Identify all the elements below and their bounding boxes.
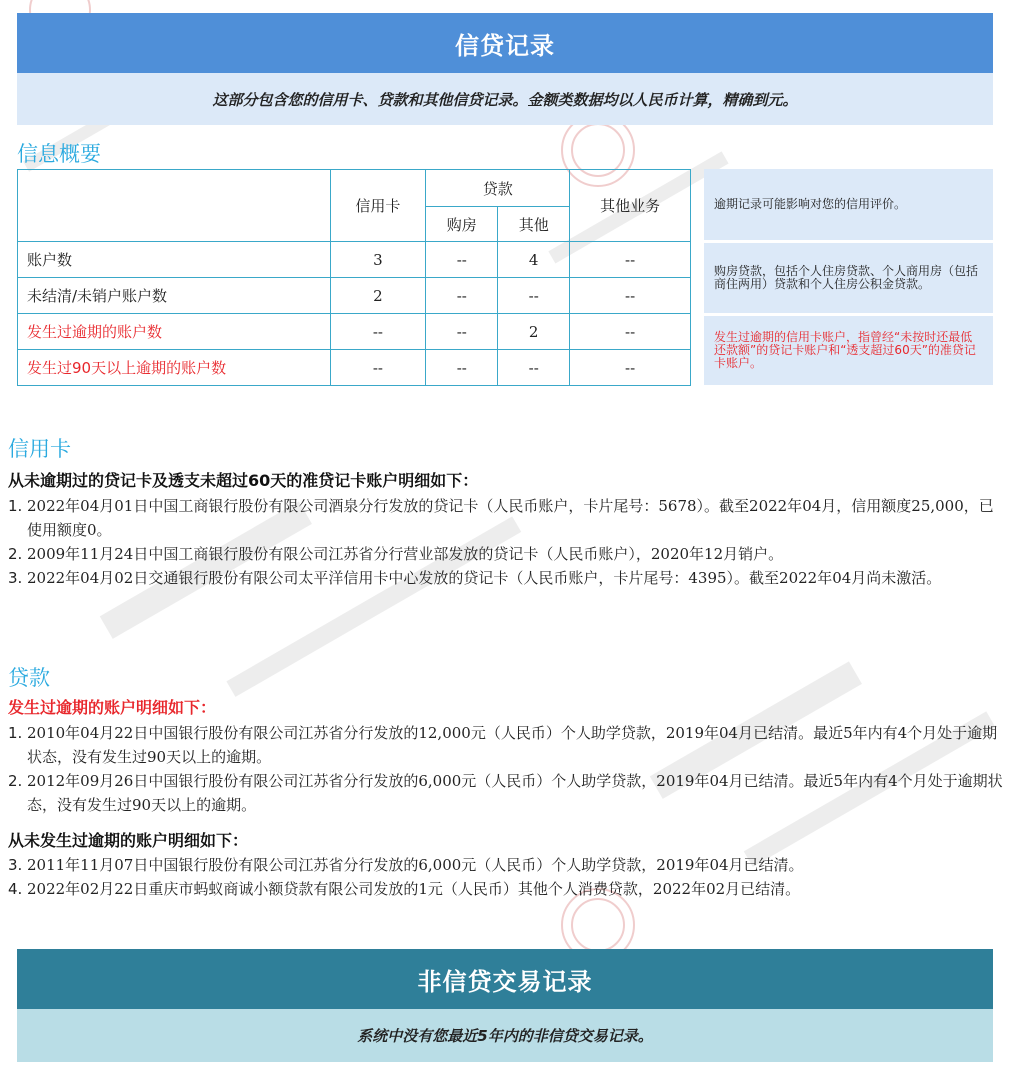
credit-records-subtitle: 这部分包含您的信用卡、贷款和其他信贷记录。金额类数据均以人民币计算，精确到元。 bbox=[212, 90, 798, 109]
item-number: 2. bbox=[8, 545, 23, 563]
loan-overdue-heading: 发生过逾期的账户明细如下： bbox=[8, 698, 217, 717]
item-text: 2022年04月02日交通银行股份有限公司太平洋信用卡中心发放的贷记卡（人民币账户，卡片尾号：4395）。截至2022年04月尚未激活。 bbox=[27, 569, 942, 587]
note-overdue-card: 发生过逾期的信用卡账户，指曾经“未按时还最低还款额”的贷记卡账户和“透支超过60天”的准贷记卡账户。 bbox=[704, 316, 993, 385]
cell-other-business: -- bbox=[570, 350, 691, 386]
loan-clean-heading: 从未发生过逾期的账户明细如下： bbox=[8, 831, 249, 850]
cell-other: 2 bbox=[498, 314, 570, 350]
list-item bbox=[8, 494, 1003, 542]
item-number: 4. bbox=[8, 880, 23, 898]
non-credit-title: 非信贷交易记录 bbox=[417, 967, 593, 996]
loan-overdue-list bbox=[8, 721, 1003, 817]
item-text: 2011年11月07日中国银行股份有限公司江苏省分行发放的6,000元（人民币）个人助学贷款，2019年04月已结清。 bbox=[27, 856, 804, 874]
credit-card-title: 信用卡 bbox=[8, 437, 71, 461]
credit-records-title: 信贷记录 bbox=[455, 31, 555, 60]
cell-other-business: -- bbox=[570, 314, 691, 350]
cell-other: -- bbox=[498, 278, 570, 314]
overview-title: 信息概要 bbox=[17, 142, 101, 166]
note-overdue-impact: 逾期记录可能影响对您的信用评价。 bbox=[704, 169, 993, 240]
item-number: 3. bbox=[8, 856, 23, 874]
table-row bbox=[18, 350, 691, 386]
list-item bbox=[8, 566, 1003, 590]
non-credit-subtitle-bar bbox=[17, 1009, 993, 1062]
cell-housing: -- bbox=[426, 278, 498, 314]
header-housing: 购房 bbox=[426, 207, 498, 242]
cell-credit-card: -- bbox=[330, 314, 426, 350]
item-text: 2009年11月24日中国工商银行股份有限公司江苏省分行营业部发放的贷记卡（人民币账户），2020年12月销户。 bbox=[27, 545, 784, 563]
header-other-business: 其他业务 bbox=[570, 170, 691, 242]
table-row bbox=[18, 278, 691, 314]
row-label: 账户数 bbox=[18, 242, 331, 278]
cell-other: -- bbox=[498, 350, 570, 386]
non-credit-banner bbox=[17, 949, 993, 1009]
list-item bbox=[8, 721, 1003, 769]
header-credit-card: 信用卡 bbox=[330, 170, 426, 242]
credit-records-subtitle-bar bbox=[17, 73, 993, 125]
cell-credit-card: 2 bbox=[330, 278, 426, 314]
list-item bbox=[8, 853, 1003, 877]
item-text: 2022年02月22日重庆市蚂蚁商诚小额贷款有限公司发放的1元（人民币）其他个人消费贷款，2022年02月已结清。 bbox=[27, 880, 801, 898]
credit-records-banner bbox=[17, 13, 993, 73]
cell-other-business: -- bbox=[570, 278, 691, 314]
item-number: 1. bbox=[8, 497, 23, 515]
row-label: 未结清/未销户账户数 bbox=[18, 278, 331, 314]
row-label: 发生过逾期的账户数 bbox=[18, 314, 331, 350]
overview-table bbox=[17, 169, 691, 386]
item-number: 1. bbox=[8, 724, 23, 742]
header-other: 其他 bbox=[498, 207, 570, 242]
cell-credit-card: -- bbox=[330, 350, 426, 386]
credit-card-list bbox=[8, 494, 1003, 590]
table-row bbox=[18, 242, 691, 278]
non-credit-subtitle: 系统中没有您最近5年内的非信贷交易记录。 bbox=[357, 1027, 653, 1045]
item-text: 2012年09月26日中国银行股份有限公司江苏省分行发放的6,000元（人民币）个人助学贷款，2019年04月已结清。最近5年内有4个月处于逾期状态，没有发生过90天以上的逾期。 bbox=[27, 772, 1003, 814]
item-number: 3. bbox=[8, 569, 23, 587]
item-text: 2022年04月01日中国工商银行股份有限公司酒泉分行发放的贷记卡（人民币账户，卡片尾号：5678）。截至2022年04月，信用额度25,000，已使用额度0。 bbox=[27, 497, 994, 539]
cell-credit-card: 3 bbox=[330, 242, 426, 278]
overview-header-blank bbox=[18, 170, 331, 242]
cell-housing: -- bbox=[426, 314, 498, 350]
list-item bbox=[8, 877, 1003, 901]
item-text: 2010年04月22日中国银行股份有限公司江苏省分行发放的12,000元（人民币）个人助学贷款，2019年04月已结清。最近5年内有4个月处于逾期状态，没有发生过90天以上的逾期。 bbox=[27, 724, 998, 766]
list-item bbox=[8, 769, 1003, 817]
cell-housing: -- bbox=[426, 242, 498, 278]
header-loan: 贷款 bbox=[426, 170, 570, 207]
loan-title: 贷款 bbox=[8, 666, 50, 690]
row-label: 发生过90天以上逾期的账户数 bbox=[18, 350, 331, 386]
list-item bbox=[8, 542, 1003, 566]
cell-other-business: -- bbox=[570, 242, 691, 278]
loan-clean-list bbox=[8, 853, 1003, 901]
credit-card-heading: 从未逾期过的贷记卡及透支未超过60天的准贷记卡账户明细如下： bbox=[8, 471, 479, 490]
item-number: 2. bbox=[8, 772, 23, 790]
table-row bbox=[18, 314, 691, 350]
note-housing-loan: 购房贷款，包括个人住房贷款、个人商用房（包括商住两用）贷款和个人住房公积金贷款。 bbox=[704, 243, 993, 313]
cell-other: 4 bbox=[498, 242, 570, 278]
cell-housing: -- bbox=[426, 350, 498, 386]
